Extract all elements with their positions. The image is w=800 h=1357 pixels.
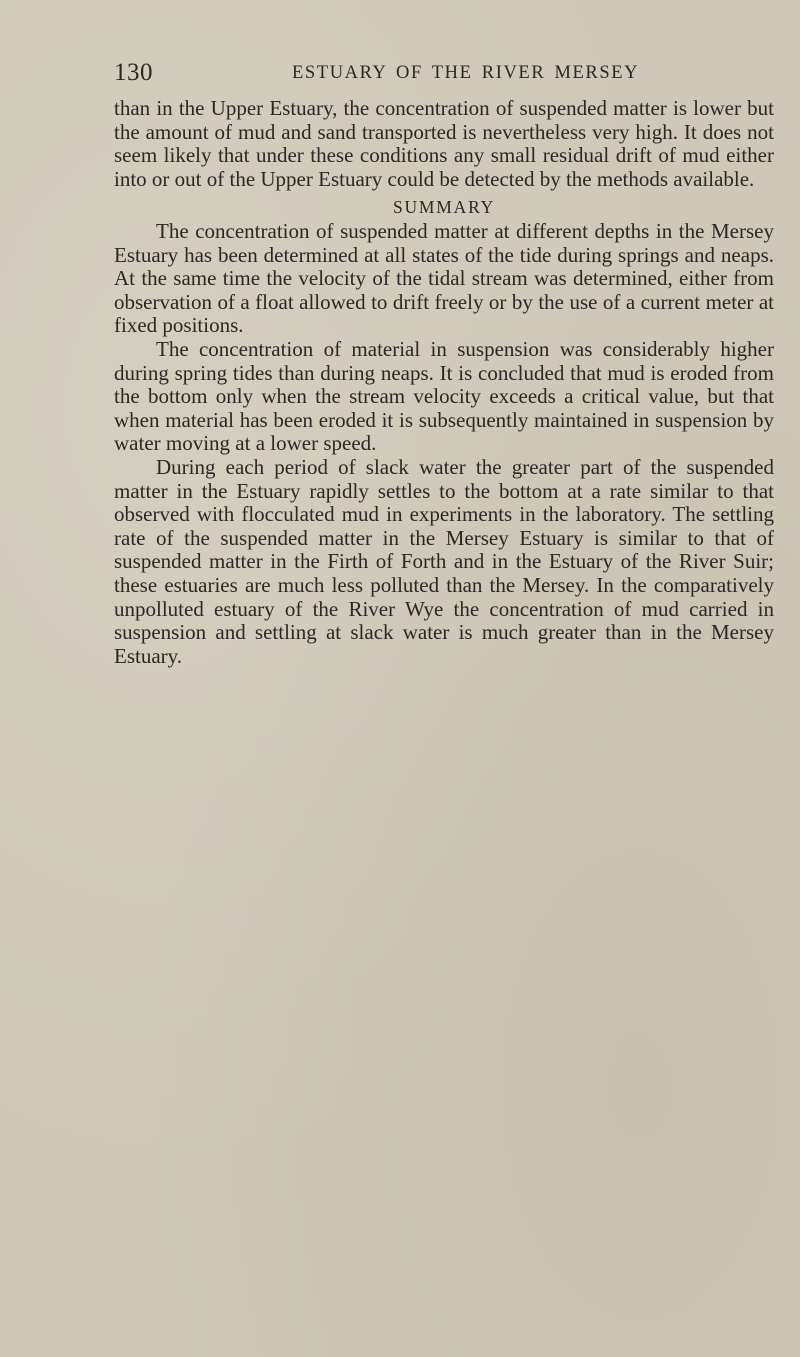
continuation-paragraph	[114, 97, 774, 191]
paragraph-text: than in the Upper Estuary, the concentration of suspended matter is lower but the amount of mud and sand transported is nevertheless very high. It does not seem likely that under these conditions any small residual drift of mud either into or out of the Upper Estuary could be detected by the methods available.	[114, 96, 774, 191]
summary-paragraph-1: The concentration of suspended matter at different depths in the Mersey Estuary has been determined at all states of the tide during springs and neaps. At the same time the velocity of the tidal stream was determined, either from observation of a float allowed to drift freely or by the use of a current meter at fixed positions.	[114, 219, 774, 338]
summary-paragraph-2: The concentration of material in suspension was considerably higher during spring tides than during neaps. It is concluded that mud is eroded from the bottom only when the stream velocity exceeds a critical value, but that when material has been eroded it is subsequently maintained in suspension by water moving at a lower speed.	[114, 336, 774, 456]
summary-heading: SUMMARY	[392, 197, 496, 217]
summary-paragraph-3: During each period of slack water the greater part of the suspended matter in the Estuary rapidly settles to the bottom at a rate similar to that observed with flocculated mud in experiments in the laboratory. The settling rate of the suspended matter in the Mersey Estuary is similar to that of suspended matter in the Firth of Forth and in the Estuary of the River Suir; these estuaries are much less polluted than the Mersey. In the comparatively unpolluted estuary of the River Wye the concentration of mud carried in suspension and settling at slack water is much greater than in the Mersey Estuary.	[114, 454, 774, 668]
running-head	[114, 59, 774, 89]
running-title: ESTUARY OF THE RIVER MERSEY	[292, 63, 640, 83]
page-number: 130	[114, 59, 153, 86]
summary-section	[114, 220, 774, 668]
